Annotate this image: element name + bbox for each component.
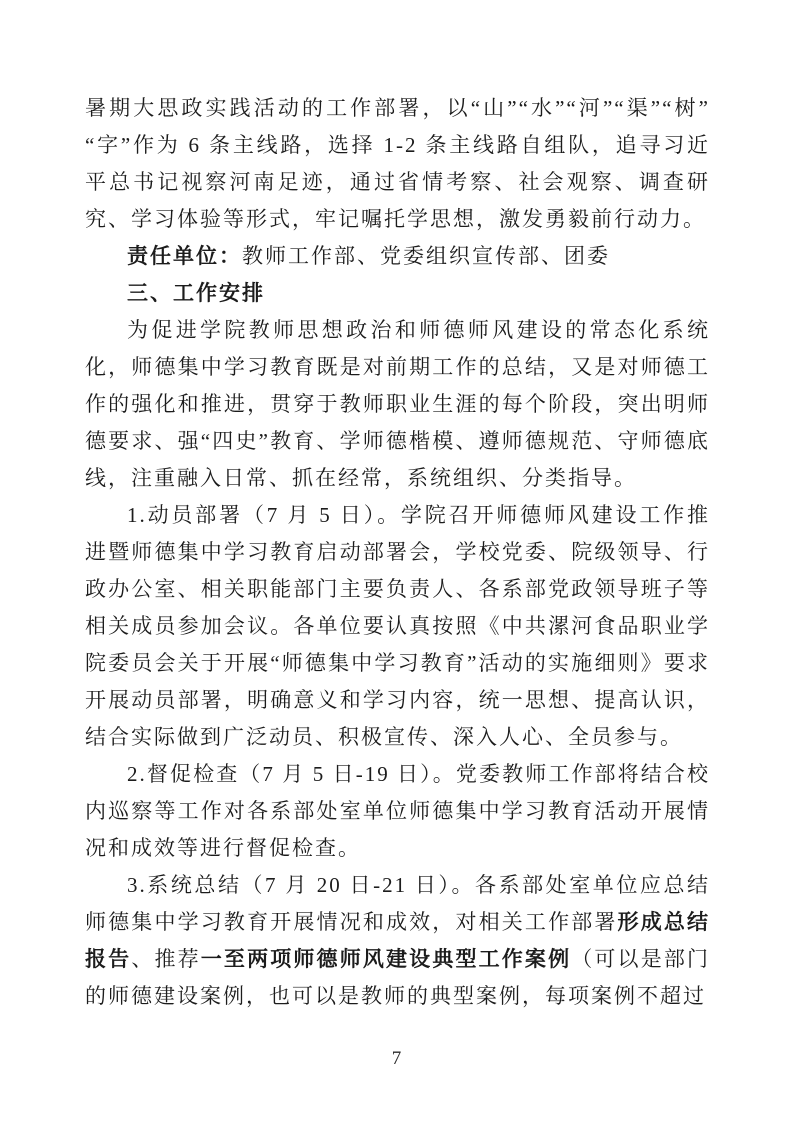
work-item-3-bold-summary-report: 形成总结报告 [85, 910, 711, 971]
work-item-3-text-3: （可以是部门的师德建设案例，也可以是教师的典型案例，每项案例不超过 [85, 947, 711, 1008]
work-item-3-text-2: 、推荐 [131, 947, 201, 971]
work-item-1: 1.动员部署（7 月 5 日）。学院召开师德师风建设工作推进暨师德集中学习教育启动部署会，学校党委、院级领导、行政办公室、相关职能部门主要负责人、各系部党政领导班子等相关成员参加会议。各单位要认真按照《中共漯河食品职业学院委员会关于开展“师德集中学习教育”活动的实施细则》要求开展动员部署，明确意义和学习内容，统一思想、提高认识，结合实际做到广泛动员、积极宣传、深入人心、全员参与。 [85, 503, 710, 749]
work-item-3-text-1: 3.系统总结（7 月 20 日-21 日）。各系部处室单位应总结师德集中学习教育开展情况和成效，对相关工作部署 [85, 873, 710, 934]
document-body [85, 90, 710, 1015]
page-footer [0, 1048, 793, 1070]
paragraph-continuation: 暑期大思政实践活动的工作部署，以“山”“水”“河”“渠”“树”“字”作为 6 条主线路，选择 1-2 条主线路自组队，追寻习近平总书记视察河南足迹，通过省情考察、社会观察、调查研究、学习体验等形式，牢记嘱托学思想，激发勇毅前行动力。 [85, 96, 710, 231]
work-item-3 [85, 867, 710, 1015]
work-item-3-bold-typical-cases: 一至两项师德师风建设典型工作案例 [200, 947, 572, 971]
paragraph-overview: 为促进学院教师思想政治和师德师风建设的常态化系统化，师德集中学习教育既是对前期工作的总结，又是对师德工作的强化和推进，贯穿于教师职业生涯的每个阶段，突出明师德要求、强“四史”教育、学师德楷模、遵师德规范、守师德底线，注重融入日常、抓在经常，系统组织、分类指导。 [85, 318, 710, 490]
responsible-unit-value: 教师工作部、党委组织宣传部、团委 [242, 244, 610, 268]
section-heading: 三、工作安排 [127, 282, 265, 305]
responsible-unit-label: 责任单位： [127, 245, 242, 268]
work-item-2: 2.督促检查（7 月 5 日-19 日）。党委教师工作部将结合校内巡察等工作对各系部处室单位师德集中学习教育活动开展情况和成效等进行督促检查。 [85, 762, 710, 860]
responsible-unit-line [85, 238, 710, 275]
page-number: 7 [391, 1048, 402, 1069]
